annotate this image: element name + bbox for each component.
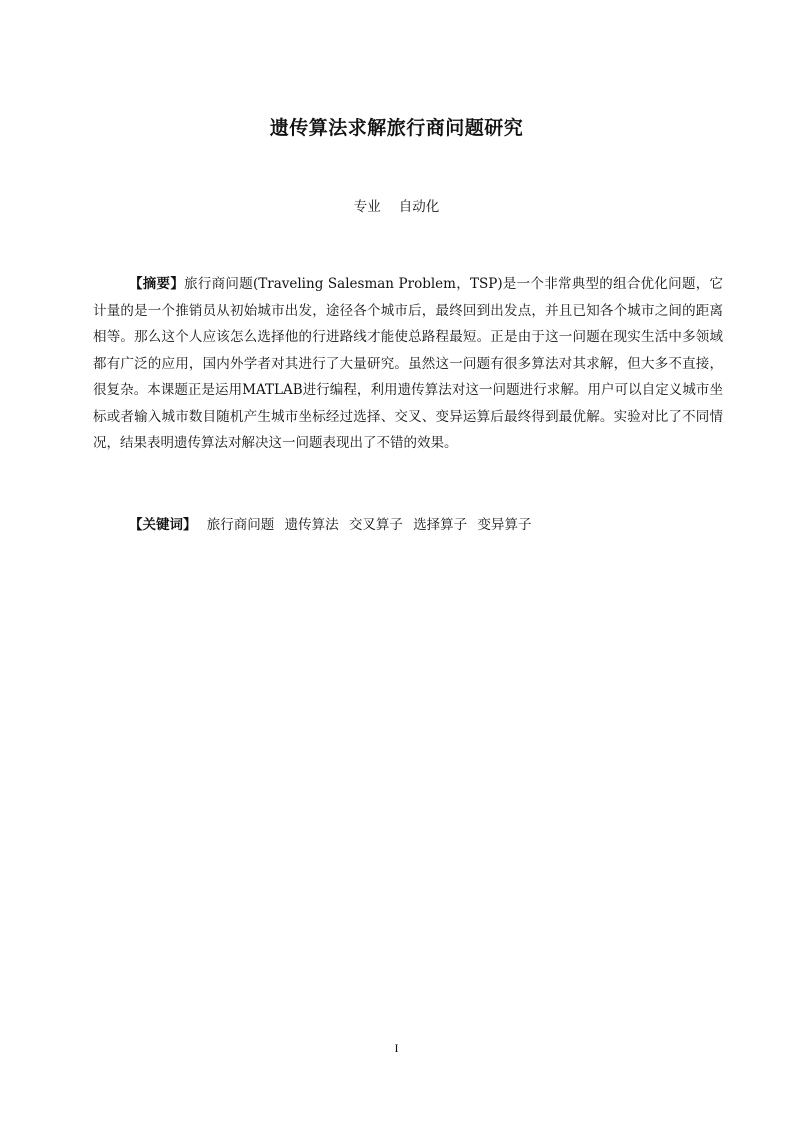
abstract-text: 旅行商问题(Traveling Salesman Problem，TSP)是一个非常典型的组合优化问题，它计量的是一个推销员从初始城市出发，途径各个城市后，最终回到出发点，并且已知各个城市之间的距离相等。那么这个人应该怎么选择他的行进路线才能使总路程最短。正是由于这一问题在现实生活中多领域都有广泛的应用，国内外学者对其进行了大量研究。虽然这一问题有很多算法对其求解，但大多不直接，很复杂。本课题正是运用MATLAB进行编程，利用遗传算法对这一问题进行求解。用户可以自定义城市坐标或者输入城市数目随机产生城市坐标经过选择、交叉、变异运算后最终得到最优解。实验对比了不同情况，结果表明遗传算法对解决这一问题表现出了不错的效果。	[93, 276, 724, 451]
keyword-item: 变异算子	[477, 517, 532, 533]
keywords-line	[129, 513, 729, 533]
major-value: 自动化	[398, 199, 440, 215]
abstract-paragraph	[93, 271, 723, 457]
paper-title: 遗传算法求解旅行商问题研究	[269, 117, 524, 139]
keyword-item: 旅行商问题	[206, 517, 275, 533]
keyword-item: 选择算子	[413, 517, 468, 533]
keyword-item: 交叉算子	[348, 517, 403, 533]
major-line	[0, 195, 793, 215]
major-label: 专业	[353, 199, 381, 215]
page-number: I	[394, 1041, 399, 1055]
abstract-label: 【摘要】	[129, 276, 185, 292]
keywords-label: 【关键词】	[129, 517, 197, 533]
keyword-item: 遗传算法	[284, 517, 339, 533]
